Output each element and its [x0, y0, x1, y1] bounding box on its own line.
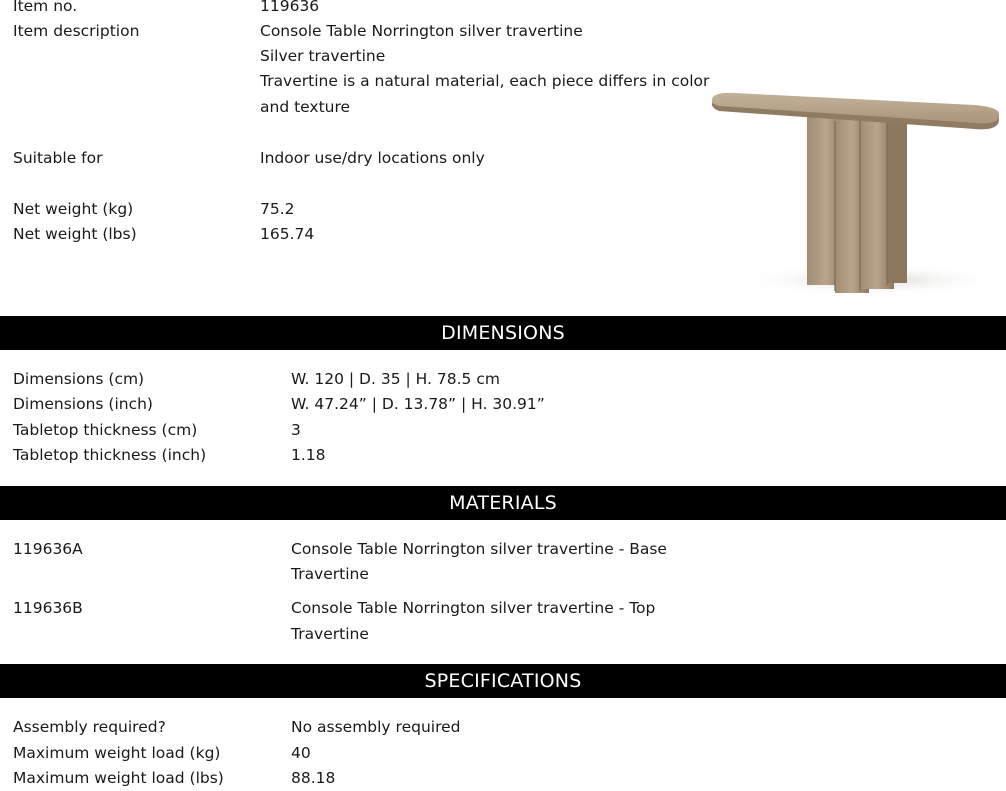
item-no-label: Item no. — [13, 0, 78, 15]
item-description-line-1: Console Table Norrington silver travertine — [260, 22, 583, 40]
material-a-line-2: Travertine — [291, 565, 369, 583]
item-description-line-4: and texture — [260, 98, 351, 116]
section-header-specifications: SPECIFICATIONS — [0, 664, 1006, 698]
dimensions-inch-label: Dimensions (inch) — [13, 395, 153, 413]
net-weight-lbs-value: 165.74 — [260, 225, 315, 243]
section-header-materials: MATERIALS — [0, 486, 1006, 520]
item-description-line-3: Travertine is a natural material, each piece differs in color — [260, 72, 710, 90]
max-weight-load-kg-value: 40 — [291, 744, 311, 762]
dimensions-inch-value: W. 47.24” | D. 13.78” | H. 30.91” — [291, 395, 545, 413]
net-weight-lbs-label: Net weight (lbs) — [13, 225, 137, 243]
material-b-line-2: Travertine — [291, 625, 369, 643]
net-weight-kg-label: Net weight (kg) — [13, 200, 134, 218]
tabletop-thickness-cm-label: Tabletop thickness (cm) — [13, 421, 198, 439]
item-description-label: Item description — [13, 22, 140, 40]
dimensions-cm-label: Dimensions (cm) — [13, 370, 145, 388]
material-b-line-1: Console Table Norrington silver travertine - Top — [291, 599, 656, 617]
dimensions-cm-value: W. 120 | D. 35 | H. 78.5 cm — [291, 370, 500, 388]
assembly-required-label: Assembly required? — [13, 718, 166, 736]
suitable-for-label: Suitable for — [13, 149, 103, 167]
item-description-line-2: Silver travertine — [260, 47, 386, 65]
max-weight-load-kg-label: Maximum weight load (kg) — [13, 744, 221, 762]
material-code-b: 119636B — [13, 599, 83, 617]
net-weight-kg-value: 75.2 — [260, 200, 295, 218]
product-image-console-table — [705, 85, 1005, 300]
material-code-a: 119636A — [13, 540, 83, 558]
tabletop-thickness-cm-value: 3 — [291, 421, 301, 439]
section-header-dimensions: DIMENSIONS — [0, 316, 1006, 350]
assembly-required-value: No assembly required — [291, 718, 461, 736]
tabletop-thickness-inch-label: Tabletop thickness (inch) — [13, 446, 207, 464]
item-no-value: 119636 — [260, 0, 320, 15]
max-weight-load-lbs-label: Maximum weight load (lbs) — [13, 769, 224, 787]
tabletop-thickness-inch-value: 1.18 — [291, 446, 326, 464]
material-a-line-1: Console Table Norrington silver travertine - Base — [291, 540, 667, 558]
suitable-for-value: Indoor use/dry locations only — [260, 149, 485, 167]
max-weight-load-lbs-value: 88.18 — [291, 769, 336, 787]
